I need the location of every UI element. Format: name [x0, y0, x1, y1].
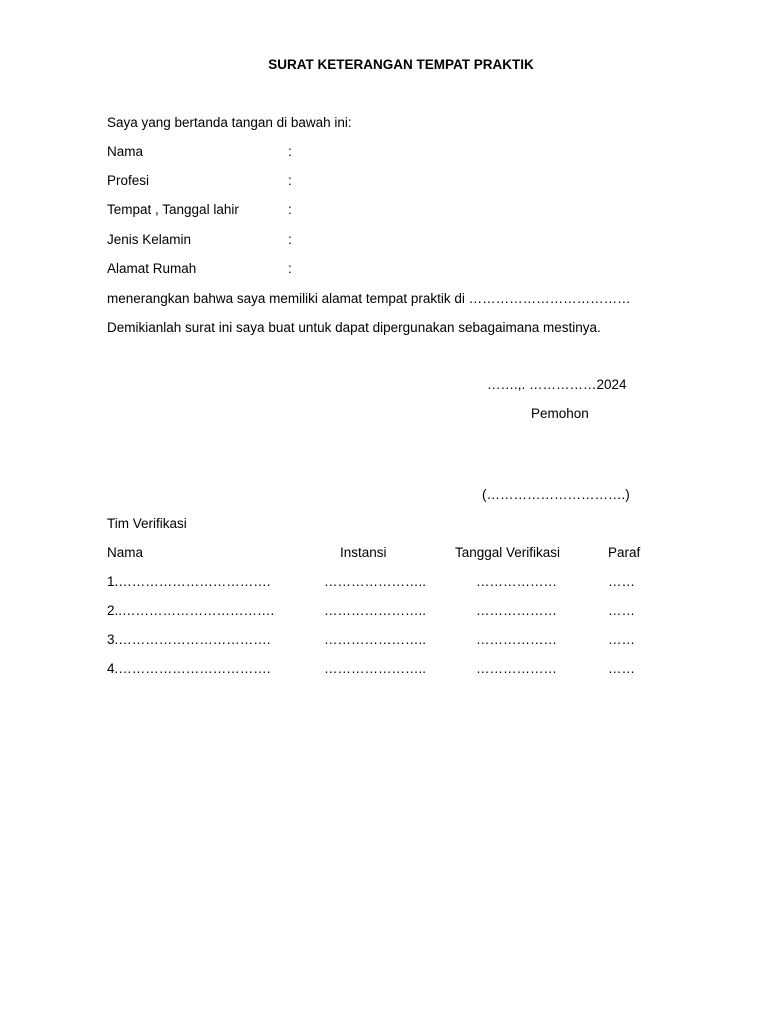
intro-text: Saya yang bertanda tangan di bawah ini:	[107, 115, 352, 130]
table-row-4-tanggal: ………………	[476, 661, 557, 676]
field-colon-jenis-kelamin: :	[288, 232, 292, 247]
table-row-1-nama: 1.…………………………….	[107, 574, 271, 589]
table-row-3-tanggal: ………………	[476, 632, 557, 647]
table-row-3-paraf: ……	[608, 632, 635, 647]
document-title: SURAT KETERANGAN TEMPAT PRAKTIK	[268, 57, 534, 72]
column-header-nama: Nama	[107, 545, 144, 560]
table-row-3-instansi: …………………..	[324, 632, 427, 647]
signature-name-blank: (………………………….)	[482, 487, 630, 502]
table-row-2-tanggal: ………………	[476, 603, 557, 618]
table-row-4-nama: 4.…………………………….	[107, 661, 271, 676]
field-label-jenis-kelamin: Jenis Kelamin	[107, 232, 192, 247]
field-colon-alamat-rumah: :	[288, 261, 292, 276]
verification-heading: Tim Verifikasi	[107, 516, 187, 531]
statement-text: menerangkan bahwa saya memiliki alamat tempat praktik di ………………………………	[107, 291, 631, 306]
table-row-2-instansi: …………………..	[324, 603, 427, 618]
table-row-2-nama: 2..…………………………….	[107, 603, 275, 618]
closing-text: Demikianlah surat ini saya buat untuk dapat dipergunakan sebagaimana mestinya.	[107, 320, 601, 335]
signature-place-date: …….,. ……………2024	[487, 377, 627, 392]
table-row-3-nama: 3.…………………………….	[107, 632, 271, 647]
field-colon-nama: :	[288, 144, 292, 159]
column-header-paraf: Paraf	[608, 545, 641, 560]
column-header-instansi: Instansi	[340, 545, 387, 560]
column-header-tanggal-verifikasi: Tanggal Verifikasi	[455, 545, 561, 560]
table-row-1-tanggal: ………………	[476, 574, 557, 589]
table-row-2-paraf: ……	[608, 603, 635, 618]
field-label-profesi: Profesi	[107, 173, 150, 188]
field-colon-profesi: :	[288, 173, 292, 188]
table-row-4-paraf: ……	[608, 661, 635, 676]
field-colon-tempat-tanggal-lahir: :	[288, 202, 292, 217]
field-label-tempat-tanggal-lahir: Tempat , Tanggal lahir	[107, 202, 239, 217]
table-row-1-instansi: …………………..	[324, 574, 427, 589]
table-row-4-instansi: …………………..	[324, 661, 427, 676]
table-row-1-paraf: ……	[608, 574, 635, 589]
field-label-nama: Nama	[107, 144, 144, 159]
field-label-alamat-rumah: Alamat Rumah	[107, 261, 197, 276]
signature-role: Pemohon	[531, 406, 589, 421]
